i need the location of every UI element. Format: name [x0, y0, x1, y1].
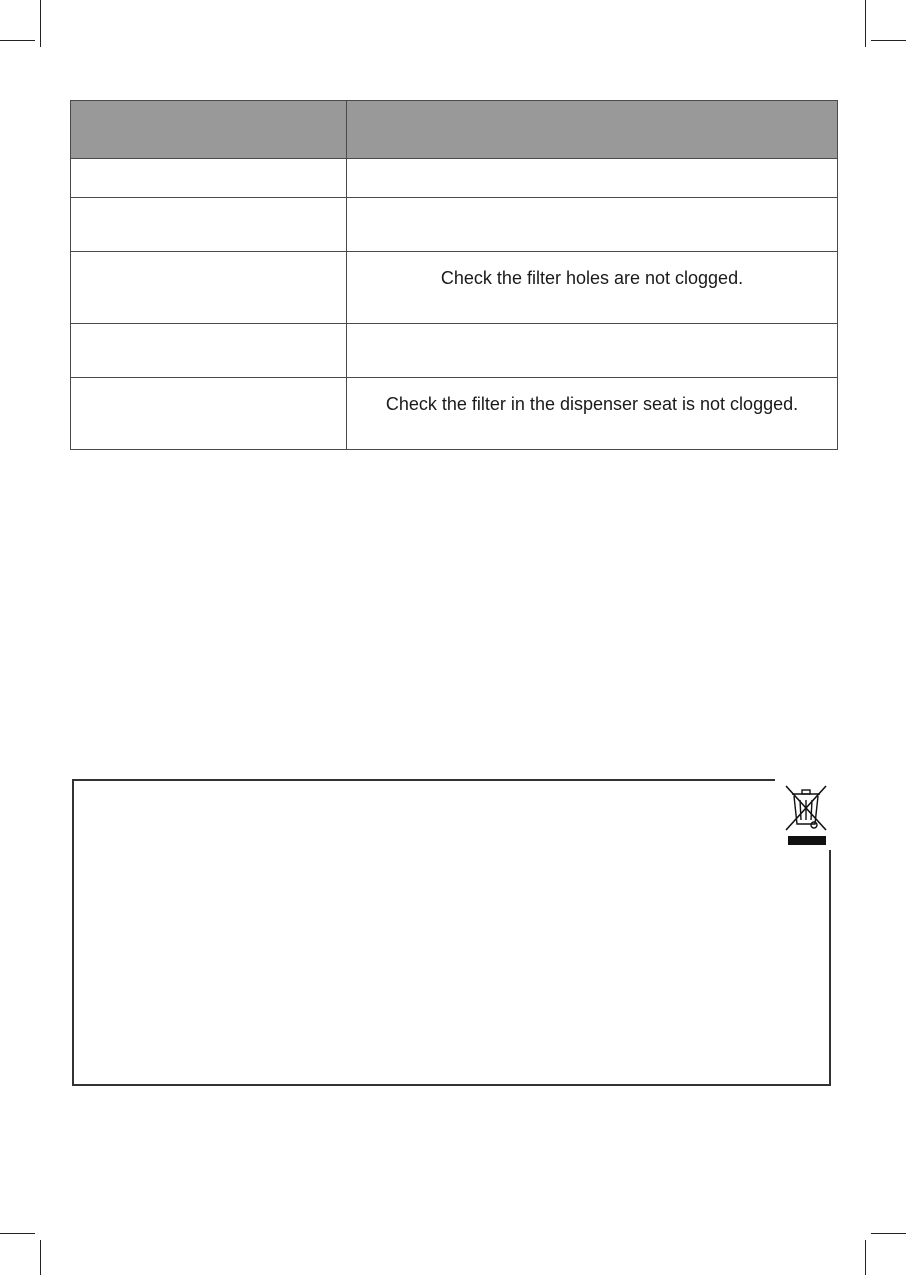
problem-cell — [71, 252, 347, 324]
crop-mark-bottom-right-h — [871, 1233, 906, 1234]
crop-mark-bottom-left-v — [40, 1240, 41, 1275]
header-problem — [71, 101, 347, 159]
problem-cell — [71, 198, 347, 252]
crop-mark-bottom-right-v — [865, 1240, 866, 1275]
crop-mark-top-right-h — [871, 40, 906, 41]
problem-cell — [71, 159, 347, 198]
table-header-row — [71, 101, 838, 159]
table-row — [71, 198, 838, 252]
header-remedy — [347, 101, 838, 159]
table-row — [71, 324, 838, 378]
problem-cell — [71, 324, 347, 378]
disposal-notice-box — [72, 779, 831, 1086]
problem-cell — [71, 378, 347, 450]
remedy-cell — [347, 159, 838, 198]
table-row — [71, 159, 838, 198]
crop-mark-top-right-v — [865, 0, 866, 47]
remedy-cell — [347, 198, 838, 252]
table-row — [71, 252, 838, 324]
crossed-out-wheelie-bin-icon — [780, 780, 832, 846]
remedy-cell — [347, 324, 838, 378]
remedy-cell: Check the filter holes are not clogged. — [347, 252, 838, 324]
crop-mark-bottom-left-h — [0, 1233, 35, 1234]
crop-mark-top-left-h — [0, 40, 35, 41]
remedy-cell: Check the filter in the dispenser seat is not clogged. — [347, 378, 838, 450]
table-row — [71, 378, 838, 450]
troubleshooting-table — [70, 100, 838, 450]
crop-mark-top-left-v — [40, 0, 41, 47]
